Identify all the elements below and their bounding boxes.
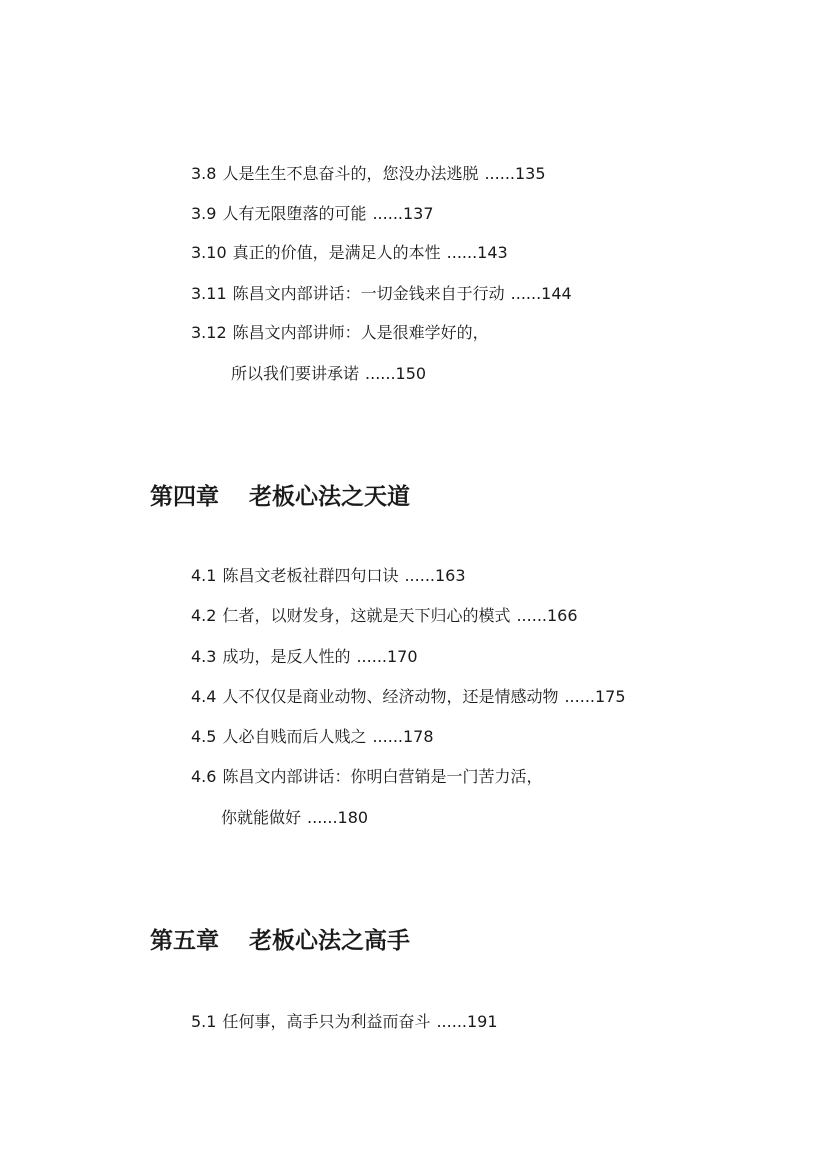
- entry-title: 人有无限堕落的可能: [222, 204, 367, 223]
- entry-title: 人是生生不息奋斗的，您没办法逃脱: [222, 164, 479, 183]
- entry-number: 5.1: [191, 1012, 217, 1031]
- entry-page: ......144: [510, 284, 572, 303]
- entry-number: 4.5: [191, 727, 217, 746]
- chapter-name: 老板心法之高手: [249, 927, 410, 954]
- entry-title: 陈昌文内部讲师：人是很难学好的，: [232, 323, 489, 342]
- entry-number: 3.9: [191, 204, 217, 223]
- chapter-label: 第五章: [150, 927, 219, 954]
- entry-title: 仁者，以财发身，这就是天下归心的模式: [222, 606, 511, 625]
- chapter-label: 第四章: [150, 483, 219, 510]
- entry-title: 陈昌文老板社群四句口诀: [222, 566, 399, 585]
- entry-title-continuation: 你就能做好: [221, 808, 302, 827]
- entry-number: 3.8: [191, 164, 217, 183]
- entry-page: ......180: [307, 808, 369, 827]
- entry-title: 成功，是反人性的: [222, 647, 351, 666]
- entry-page: ......150: [365, 364, 427, 383]
- toc-entry-3-9[interactable]: [191, 204, 434, 224]
- entry-title: 人不仅仅是商业动物、经济动物，还是情感动物: [222, 687, 559, 706]
- entry-title-continuation: 所以我们要讲承诺: [231, 364, 360, 383]
- entry-page: ......178: [372, 727, 434, 746]
- entry-page: ......143: [446, 243, 508, 262]
- entry-title: 陈昌文内部讲话：一切金钱来自于行动: [232, 284, 505, 303]
- entry-number: 4.6: [191, 767, 217, 786]
- entry-page: ......175: [564, 687, 626, 706]
- toc-entry-4-3[interactable]: [191, 647, 418, 667]
- entry-number: 3.10: [191, 243, 227, 262]
- chapter-5-heading: [150, 927, 410, 955]
- toc-entry-4-1[interactable]: [191, 566, 466, 586]
- toc-entry-3-10[interactable]: [191, 243, 508, 263]
- entry-title: 真正的价值，是满足人的本性: [232, 243, 441, 262]
- entry-page: ......191: [436, 1012, 498, 1031]
- toc-entry-4-2[interactable]: [191, 606, 578, 626]
- chapter-4-heading: [150, 483, 410, 511]
- entry-page: ......137: [372, 204, 434, 223]
- entry-page: ......135: [484, 164, 546, 183]
- entry-page: ......166: [516, 606, 578, 625]
- entry-number: 4.1: [191, 566, 217, 585]
- toc-entry-3-11[interactable]: [191, 284, 572, 304]
- entry-number: 4.2: [191, 606, 217, 625]
- entry-number: 4.3: [191, 647, 217, 666]
- toc-entry-3-12-continuation[interactable]: [231, 364, 426, 384]
- toc-entry-5-1[interactable]: [191, 1012, 498, 1032]
- chapter-name: 老板心法之天道: [249, 483, 410, 510]
- entry-page: ......170: [356, 647, 418, 666]
- entry-title: 人必自贱而后人贱之: [222, 727, 367, 746]
- toc-entry-3-8[interactable]: [191, 164, 546, 184]
- toc-entry-4-5[interactable]: [191, 727, 434, 747]
- toc-entry-3-12[interactable]: [191, 323, 489, 343]
- entry-number: 3.11: [191, 284, 227, 303]
- toc-entry-4-4[interactable]: [191, 687, 626, 707]
- entry-page: ......163: [404, 566, 466, 585]
- toc-entry-4-6[interactable]: [191, 767, 542, 787]
- toc-entry-4-6-continuation[interactable]: [221, 808, 368, 828]
- entry-title: 陈昌文内部讲话：你明白营销是一门苦力活，: [222, 767, 543, 786]
- entry-number: 4.4: [191, 687, 217, 706]
- entry-number: 3.12: [191, 323, 227, 342]
- entry-title: 任何事，高手只为利益而奋斗: [222, 1012, 431, 1031]
